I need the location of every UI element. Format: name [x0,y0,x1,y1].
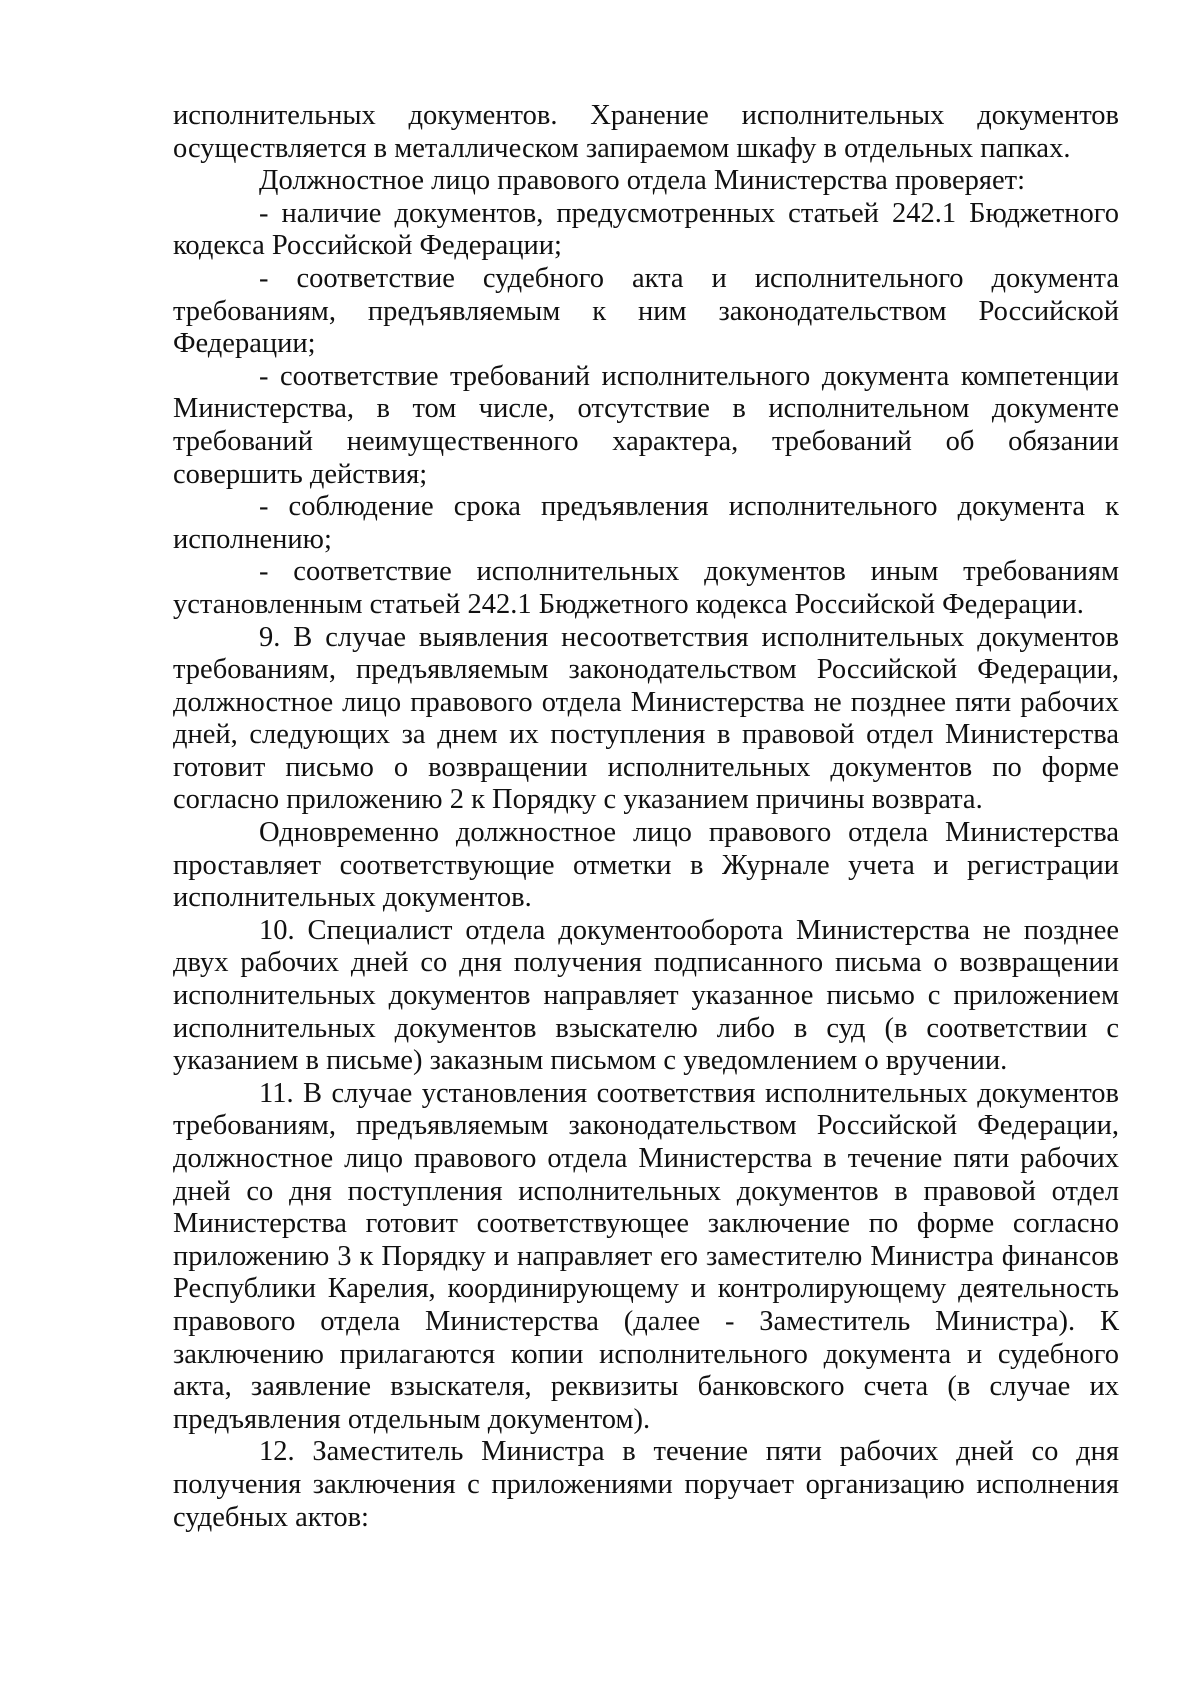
paragraph-item-9: 9. В случае выявления несоответствия исполнительных документов требованиям, предъявляемым законодательством Российской Федерации, должностное лицо правового отдела Министерства не позднее пяти рабочих дней, следующих за днем их поступления в правовой отдел Министерства готовит письмо о возвращении исполнительных документов по форме согласно приложению 2 к Порядку с указанием причины возврата. [173,621,1119,816]
paragraph-item-12: 12. Заместитель Министра в течение пяти рабочих дней со дня получения заключения с приложениями поручает организацию исполнения судебных актов: [173,1436,1119,1533]
paragraph-check-deadline: - соблюдение срока предъявления исполнительного документа к исполнению; [173,491,1119,555]
paragraph-continuation: исполнительных документов. Хранение исполнительных документов осуществляется в металлическом запираемом шкафу в отдельных папках. [173,100,1119,164]
paragraph-item-11: 11. В случае установления соответствия исполнительных документов требованиям, предъявляемым законодательством Российской Федерации, должностное лицо правового отдела Министерства в течение пяти рабочих дней со дня поступления исполнительных документов в правовой отдел Министерства готовит соответствующее заключение по форме согласно приложению 3 к Порядку и направляет его заместителю Министра финансов Республики Карелия, координирующему и контролирующему деятельность правового отдела Министерства (далее - Заместитель Министра). К заключению прилагаются копии исполнительного документа и судебного акта, заявление взыскателя, реквизиты банковского счета (в случае их предъявления отдельным документом). [173,1077,1119,1435]
paragraph-check-documents: - наличие документов, предусмотренных статьей 242.1 Бюджетного кодекса Российской Федерации; [173,197,1119,262]
document-body [173,100,1119,1534]
paragraph-check-competence: - соответствие требований исполнительного документа компетенции Министерства, в том числе, отсутствие в исполнительном документе требований неимущественного характера, требований об обязании совершить действия; [173,360,1119,490]
paragraph-item-10: 10. Специалист отдела документооборота Министерства не позднее двух рабочих дней со дня получения подписанного письма о возвращении исполнительных документов направляет указанное письмо с приложением исполнительных документов взыскателю либо в суд (в соответствии с указанием в письме) заказным письмом с уведомлением о вручении. [173,914,1119,1077]
paragraph-check-compliance: - соответствие судебного акта и исполнительного документа требованиям, предъявляемым к ним законодательством Российской Федерации; [173,262,1119,360]
paragraph-checks-intro: Должностное лицо правового отдела Министерства проверяет: [259,165,1026,197]
paragraph-check-other: - соответствие исполнительных документов иным требованиям установленным статьей 242.1 Бюджетного кодекса Российской Федерации. [173,556,1119,620]
paragraph-simultaneously: Одновременно должностное лицо правового отдела Министерства проставляет соответствующие отметки в Журнале учета и регистрации исполнительных документов. [173,817,1119,914]
